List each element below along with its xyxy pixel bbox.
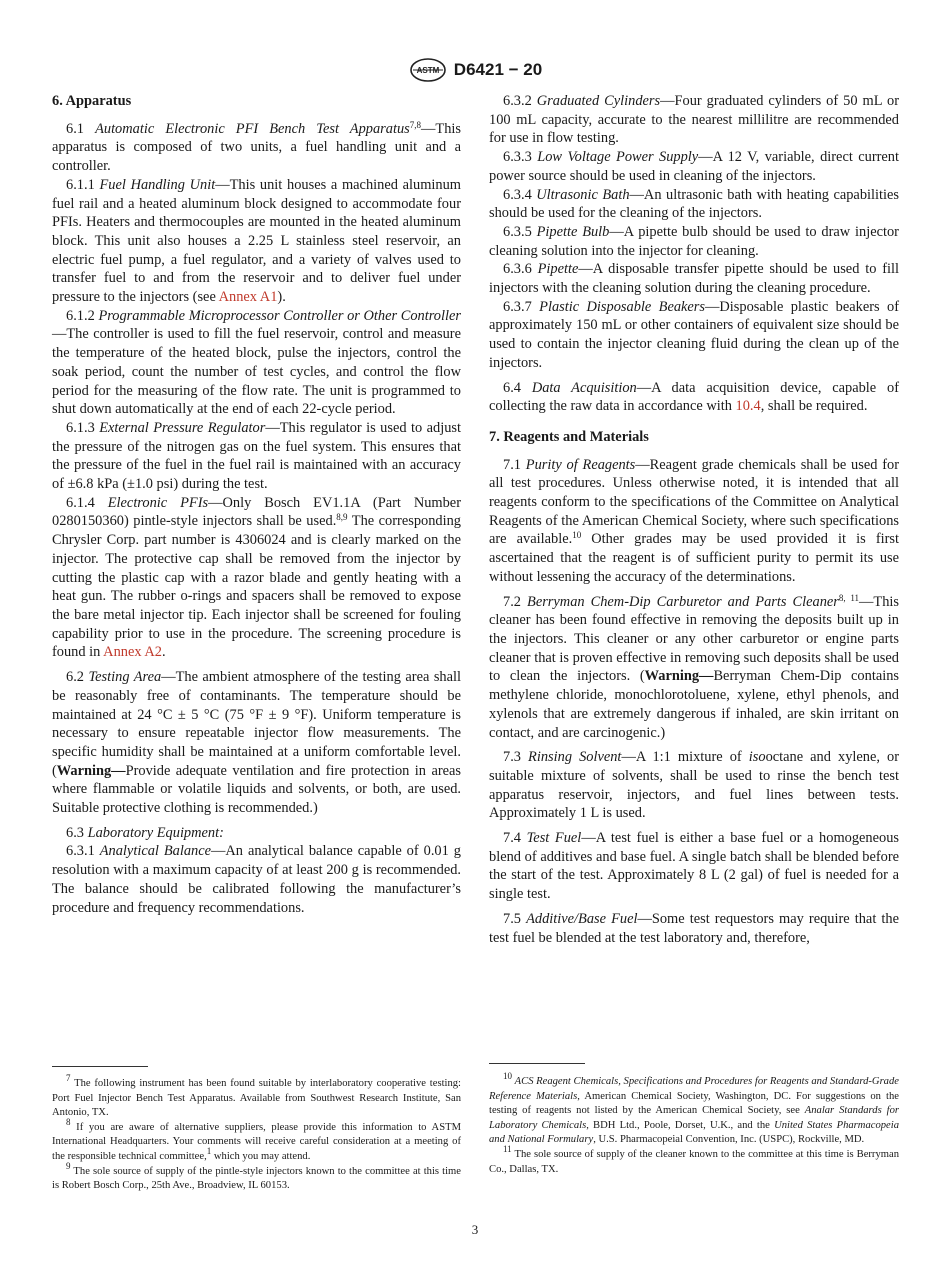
para-6-3-5: 6.3.5 Pipette Bulb—A pipette bulb should be used to draw injector cleaning solution into the injector for cleaning.: [489, 223, 899, 259]
link-10-4[interactable]: 10.4: [735, 398, 761, 415]
link-annex-a1[interactable]: Annex A1: [218, 289, 278, 306]
para-6-2: 6.2 Testing Area—The ambient atmosphere of the testing area shall be reasonably free of contaminants. The temperature should be maintained at 24 °C ± 5 °C (75 °F ± 9 °F). Uniform temperature is necessary to ensure repeatable injector flow measurements. The specific humidity shall be maintained at a uniform comfortable level. (Warning—Provide adequate ventilation and fire protection in areas where flammable or volatile liquids and solvents, or both, are used. Suitable protective clothing is recommended.): [52, 669, 461, 817]
para-7-3: 7.3 Rinsing Solvent—A 1:1 mixture of isooctane and xylene, or suitable mixture of solvents, shall be used to rinse the bench test apparatus reservoir, injectors, and fuel lines between tests. Approximately 1 L is used.: [489, 749, 899, 822]
footnote-9: $^9$ The sole source of supply of the pintle-style injectors known to the committee at this time is Robert Bosch Corp., 25th Ave., Broadview, IL 60153.: [52, 1160, 461, 1192]
right-column: [489, 92, 899, 947]
section-6-heading: 6. Apparatus: [52, 93, 132, 109]
footnote-rule-left: [52, 1066, 148, 1067]
para-6-4: 6.4 Data Acquisition—A data acquisition device, capable of collecting the raw data in accordance with 10.4, shall be required.: [489, 379, 900, 415]
para-6-3: 6.3 Laboratory Equipment:: [66, 824, 224, 841]
para-6-3-3: 6.3.3 Low Voltage Power Supply—A 12 V, variable, direct current power source should be used in cleaning of the injectors.: [489, 149, 899, 184]
footnotes-right: [489, 1071, 900, 1177]
footnote-11: $^{11}$ The sole source of supply of the cleaner known to the committee at this time is Berryman Co., Dallas, TX.: [489, 1143, 899, 1175]
para-6-1-3: 6.1.3 External Pressure Regulator—This regulator is used to adjust the pressure of the nitrogen gas on the fuel system. This ensures that the pressure of the fuel in the fuel rail is maintained with an accuracy of ±6.8 kPa (±1.0 psi) during the test.: [52, 419, 461, 493]
para-6-3-2: 6.3.2 Graduated Cylinders—Four graduated cylinders of 50 mL or 100 mL capacity, accurate to the nearest millilitre are recommended for use in flow testing.: [489, 93, 899, 147]
para-6-1-2: 6.1.2 Programmable Microprocessor Controller or Other Controller—The controller is used to fill the fuel reservoir, control and measure the temperature of the heated block, pulse the injectors, control the soak period, count the number of test cycles, and control the flow period for the measuring of the flow rate. The unit is programmed to shut down automatically at the end of each 22-cycle period.: [52, 307, 461, 418]
footnote-10: $^{10}$ ACS Reagent Chemicals, Specifications and Procedures for Reagents and Standard-Grade Reference Materials, American Chemical Society, Washington, DC. For suggestions on the testing of reagents not listed by the American Chemical Society, see Analar Standards for Laboratory Chemicals, BDH Ltd., Poole, Dorset, U.K., and the United States Pharmacopeia and National Formulary, U.S. Pharmacopeial Convention, Inc. (USPC), Rockville, MD.: [489, 1071, 900, 1146]
left-column: [52, 92, 461, 917]
page-number: 3: [471, 1222, 479, 1237]
para-7-5: 7.5 Additive/Base Fuel—Some test requestors may require that the test fuel be blended at the test laboratory and, therefore,: [489, 910, 899, 946]
para-6-3-1: 6.3.1 Analytical Balance—An analytical balance capable of 0.01 g resolution with a maximum capacity of at least 200 g is recommended. The balance should be calibrated following the manufacturer’s procedure and frequency recommendations.: [52, 843, 461, 916]
section-7-heading: 7. Reagents and Materials: [489, 428, 649, 445]
astm-logo-icon: [408, 58, 448, 82]
para-6-3-4: 6.3.4 Ultrasonic Bath—An ultrasonic bath with heating capabilities should be used for the cleaning of the injectors.: [489, 186, 899, 222]
para-6-1: 6.1 Automatic Electronic PFI Bench Test Apparatus$^{7,8}$—This apparatus is composed of two units, a fuel handling unit and a controller.: [52, 119, 461, 175]
para-6-3-6: 6.3.6 Pipette—A disposable transfer pipette should be used to fill injectors with the cleaning solution during the cleaning procedure.: [489, 261, 899, 297]
footnote-7: $^7$ The following instrument has been found suitable by interlaboratory cooperative testing: Port Fuel Injector Bench Test Apparatus. Available from Southwest Research Institute, San Antonio, TX.: [52, 1073, 461, 1119]
footnote-rule-right: [489, 1063, 585, 1064]
footnotes-left: [52, 1073, 461, 1194]
footnote-8: $^8$ If you are aware of alternative suppliers, please provide this information to ASTM International Headquarters. Your comments will receive careful consideration at a meeting of the responsible technical committee,$^1$ which you may attend.: [52, 1116, 461, 1162]
para-6-1-4: 6.1.4 Electronic PFIs—Only Bosch EV1.1A (Part Number 0280150360) pintle-style injectors shall be used.$^{8,9}$ The corresponding Chrysler Corp. part number is 4306024 and is clearly marked on the injector. The protective cap shall be removed from the injector by cutting the plastic cap with a razor blade and gently heating with a heat gun. The rubber o-rings and spacers shall be removed to expose the bare metal injector tip. Each injector shall be screened for fouling capability prior to use in the procedure. The screening procedure is found in Annex A2.: [52, 494, 461, 661]
document-code: D6421 − 20: [453, 60, 543, 79]
para-6-1-1: 6.1.1 Fuel Handling Unit—This unit houses a machined aluminum fuel rail and a heated aluminum block designed to accommodate four PFIs. Heaters and thermocouples are mounted in the heated aluminum block. This unit also houses a 2.25 L stainless steel reservoir, an electric fuel pump, a fuel regulator, and a variety of valves used to transfer fuel to and from the reservoir and to deliver fuel under pressure to the injectors (see Annex A1).: [52, 176, 461, 306]
para-7-1: 7.1 Purity of Reagents—Reagent grade chemicals shall be used for all test procedures. Unless otherwise noted, it is intended that all reagents conform to the specifications of the Committee on Analytical Reagents of the American Chemical Society, where such specifications are available.$^{10}$ Other grades may be used provided it is first ascertained that the reagent is of sufficient purity to permit its use without lessening the accuracy of the determinations.: [489, 456, 900, 585]
para-7-2: 7.2 Berryman Chem-Dip Carburetor and Parts Cleaner$^{8, 11}$—This cleaner has been found effective in removing the deposits built up in the injectors. This cleaner or any other carburetor or engine parts cleaner that is proven effective in removing such deposits shall be used to clean the injectors. (Warning—Berryman Chem-Dip contains methylene chloride, monochlorotoluene, xylene, ethyl phenols, and xylenols that are extremely dangerous if inhaled, are skin irritant on contact, and are carcinogenic.): [489, 592, 899, 741]
para-7-4: 7.4 Test Fuel—A test fuel is either a base fuel or a homogeneous blend of additives and base fuel. A single batch shall be blended before the start of the test. Approximately 8 L (2 gal) of fuel is needed for a single test.: [489, 830, 899, 903]
page-header: [0, 58, 950, 82]
link-annex-a2[interactable]: Annex A2: [103, 644, 162, 661]
para-6-3-7: 6.3.7 Plastic Disposable Beakers—Disposable plastic beakers of approximately 150 mL or other containers of equivalent size should be used to contain the injector cleaning fluid during the clean up of the injectors.: [489, 298, 899, 371]
svg-text:ASTM: ASTM: [416, 66, 440, 75]
